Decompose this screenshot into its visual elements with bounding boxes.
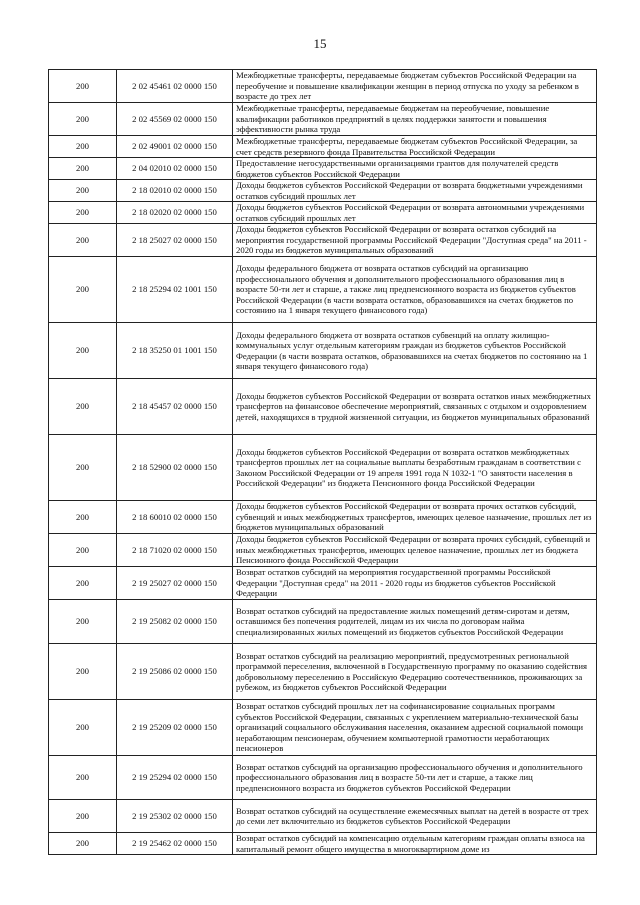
table-row	[49, 435, 597, 501]
table-row	[49, 700, 597, 756]
table-row	[49, 567, 597, 600]
admin-code-cell: 200	[49, 103, 117, 136]
table-row	[49, 323, 597, 379]
admin-code-cell: 200	[49, 136, 117, 158]
admin-code-cell: 200	[49, 257, 117, 323]
budget-code-cell: 2 19 25082 02 0000 150	[117, 600, 233, 644]
table-row	[49, 158, 597, 180]
table-row	[49, 180, 597, 202]
description-cell: Возврат остатков субсидий на предоставление жилых помещений детям-сиротам и детям, оставшимся без попечения родителей, лицам из их числа по договорам найма специализированных жилых помещений из бюджетов субъектов Российской Федерации	[233, 600, 597, 644]
description-cell: Доходы бюджетов субъектов Российской Федерации от возврата остатков иных межбюджетных трансфертов на финансовое обеспечение мероприятий, связанных с отдыхом и оздоровлением детей, находящихся в трудной жизненной ситуации, из бюджетов муниципальных образований	[233, 379, 597, 435]
admin-code-cell: 200	[49, 379, 117, 435]
budget-code-cell: 2 18 45457 02 0000 150	[117, 379, 233, 435]
budget-code-cell: 2 18 25027 02 0000 150	[117, 224, 233, 257]
admin-code-cell: 200	[49, 534, 117, 567]
budget-code-cell: 2 02 49001 02 0000 150	[117, 136, 233, 158]
admin-code-cell: 200	[49, 501, 117, 534]
admin-code-cell: 200	[49, 644, 117, 700]
budget-code-cell: 2 19 25086 02 0000 150	[117, 644, 233, 700]
budget-code-cell: 2 18 25294 02 1001 150	[117, 257, 233, 323]
budget-code-cell: 2 18 35250 01 1001 150	[117, 323, 233, 379]
page-number: 15	[313, 36, 327, 51]
table-row	[49, 800, 597, 833]
description-cell: Доходы бюджетов субъектов Российской Федерации от возврата бюджетными учреждениями остатков субсидий прошлых лет	[233, 180, 597, 202]
table-row	[49, 103, 597, 136]
budget-code-cell: 2 19 25209 02 0000 150	[117, 700, 233, 756]
budget-code-cell: 2 18 60010 02 0000 150	[117, 501, 233, 534]
description-cell: Межбюджетные трансферты, передаваемые бюджетам субъектов Российской Федерации на переобучение и повышение квалификации женщин в период отпуска по уходу за ребенком в возрасте до трех лет	[233, 70, 597, 103]
admin-code-cell: 200	[49, 567, 117, 600]
table-row	[49, 756, 597, 800]
description-cell: Возврат остатков субсидий на реализацию мероприятий, предусмотренных региональной программой переселения, включенной в Государственную программу по оказанию содействия добровольному переселению в Российскую Федерацию соотечественников, проживающих за рубежом, из бюджетов субъектов Российской Федерации	[233, 644, 597, 700]
admin-code-cell: 200	[49, 202, 117, 224]
description-cell: Межбюджетные трансферты, передаваемые бюджетам субъектов Российской Федерации, за счет средств резервного фонда Правительства Российской Федерации	[233, 136, 597, 158]
admin-code-cell: 200	[49, 833, 117, 855]
description-cell: Доходы бюджетов субъектов Российской Федерации от возврата автономными учреждениями остатков субсидий прошлых лет	[233, 202, 597, 224]
budget-code-cell: 2 19 25302 02 0000 150	[117, 800, 233, 833]
revenue-codes-table	[48, 69, 597, 855]
admin-code-cell: 200	[49, 800, 117, 833]
table-body	[49, 70, 597, 855]
budget-code-cell: 2 18 71020 02 0000 150	[117, 534, 233, 567]
admin-code-cell: 200	[49, 323, 117, 379]
admin-code-cell: 200	[49, 700, 117, 756]
budget-code-cell: 2 18 52900 02 0000 150	[117, 435, 233, 501]
admin-code-cell: 200	[49, 435, 117, 501]
budget-code-cell: 2 19 25027 02 0000 150	[117, 567, 233, 600]
description-cell: Межбюджетные трансферты, передаваемые бюджетам на переобучение, повышение квалификации работников предприятий в целях поддержки занятости и повышения эффективности рынка труда	[233, 103, 597, 136]
admin-code-cell: 200	[49, 158, 117, 180]
description-cell: Доходы федерального бюджета от возврата остатков субвенций на оплату жилищно-коммунальных услуг отдельным категориям граждан из бюджетов субъектов Российской Федерации (в части возврата остатков, образовавшихся на счетах бюджетов по состоянию на 1 января текущего финансового года)	[233, 323, 597, 379]
budget-code-cell: 2 02 45461 02 0000 150	[117, 70, 233, 103]
description-cell: Доходы бюджетов субъектов Российской Федерации от возврата прочих остатков субсидий, субвенций и иных межбюджетных трансфертов, имеющих целевое назначение, прошлых лет из бюджетов муниципальных образований	[233, 501, 597, 534]
table-row	[49, 70, 597, 103]
admin-code-cell: 200	[49, 224, 117, 257]
table-row	[49, 202, 597, 224]
admin-code-cell: 200	[49, 70, 117, 103]
description-cell: Возврат остатков субсидий прошлых лет на софинансирование социальных программ субъектов Российской Федерации, связанных с укреплением материально-технической базы организаций социального обслуживания населения, оказанием адресной социальной помощи неработающим пенсионерам, обучением компьютерной грамотности неработающих пенсионеров	[233, 700, 597, 756]
admin-code-cell: 200	[49, 600, 117, 644]
table-row	[49, 644, 597, 700]
table-row	[49, 534, 597, 567]
description-cell: Предоставление негосударственными организациями грантов для получателей средств бюджетов субъектов Российской Федерации	[233, 158, 597, 180]
budget-code-cell: 2 19 25462 02 0000 150	[117, 833, 233, 855]
budget-code-cell: 2 18 02010 02 0000 150	[117, 180, 233, 202]
budget-code-cell: 2 02 45569 02 0000 150	[117, 103, 233, 136]
description-cell: Возврат остатков субсидий на компенсацию отдельным категориям граждан оплаты взноса на капитальный ремонт общего имущества в многоквартирном доме из	[233, 833, 597, 855]
admin-code-cell: 200	[49, 180, 117, 202]
table-row	[49, 501, 597, 534]
description-cell: Доходы бюджетов субъектов Российской Федерации от возврата остатков субсидий на мероприятия государственной программы Российской Федерации "Доступная среда" на 2011 - 2020 годы из бюджетов муниципальных образований	[233, 224, 597, 257]
budget-code-cell: 2 19 25294 02 0000 150	[117, 756, 233, 800]
description-cell: Возврат остатков субсидий на организацию профессионального обучения и дополнительного профессионального образования лиц в возрасте 50-ти лет и старше, а также лиц предпенсионного возраста из бюджетов субъектов Российской Федерации	[233, 756, 597, 800]
table-row	[49, 224, 597, 257]
description-cell: Доходы бюджетов субъектов Российской Федерации от возврата остатков межбюджетных трансфертов прошлых лет на социальные выплаты безработным гражданам в соответствии с Законом Российской Федерации от 19 апреля 1991 года N 1032-1 "О занятости населения в Российской Федерации" из бюджета Пенсионного фонда Российской Федерации	[233, 435, 597, 501]
description-cell: Возврат остатков субсидий на осуществление ежемесячных выплат на детей в возрасте от трех до семи лет включительно из бюджетов субъектов Российской Федерации	[233, 800, 597, 833]
budget-code-cell: 2 18 02020 02 0000 150	[117, 202, 233, 224]
budget-code-cell: 2 04 02010 02 0000 150	[117, 158, 233, 180]
table-row	[49, 600, 597, 644]
table-row	[49, 379, 597, 435]
description-cell: Доходы бюджетов субъектов Российской Федерации от возврата прочих субсидий, субвенций и иных межбюджетных трансфертов, имеющих целевое назначение, прошлых лет из бюджета Пенсионного фонда Российской Федерации	[233, 534, 597, 567]
table-row	[49, 257, 597, 323]
admin-code-cell: 200	[49, 756, 117, 800]
table-row	[49, 136, 597, 158]
description-cell: Возврат остатков субсидий на мероприятия государственной программы Российской Федерации "Доступная среда" на 2011 - 2020 годы из бюджетов субъектов Российской Федерации	[233, 567, 597, 600]
description-cell: Доходы федерального бюджета от возврата остатков субсидий на организацию профессионального обучения и дополнительного профессионального образования лиц в возрасте 50-ти лет и старше, а также лиц предпенсионного возраста из бюджетов субъектов Российской Федерации (в части возврата остатков, образовавшихся на счетах бюджетов по состоянию на 1 января текущего финансового года)	[233, 257, 597, 323]
table-row	[49, 833, 597, 855]
